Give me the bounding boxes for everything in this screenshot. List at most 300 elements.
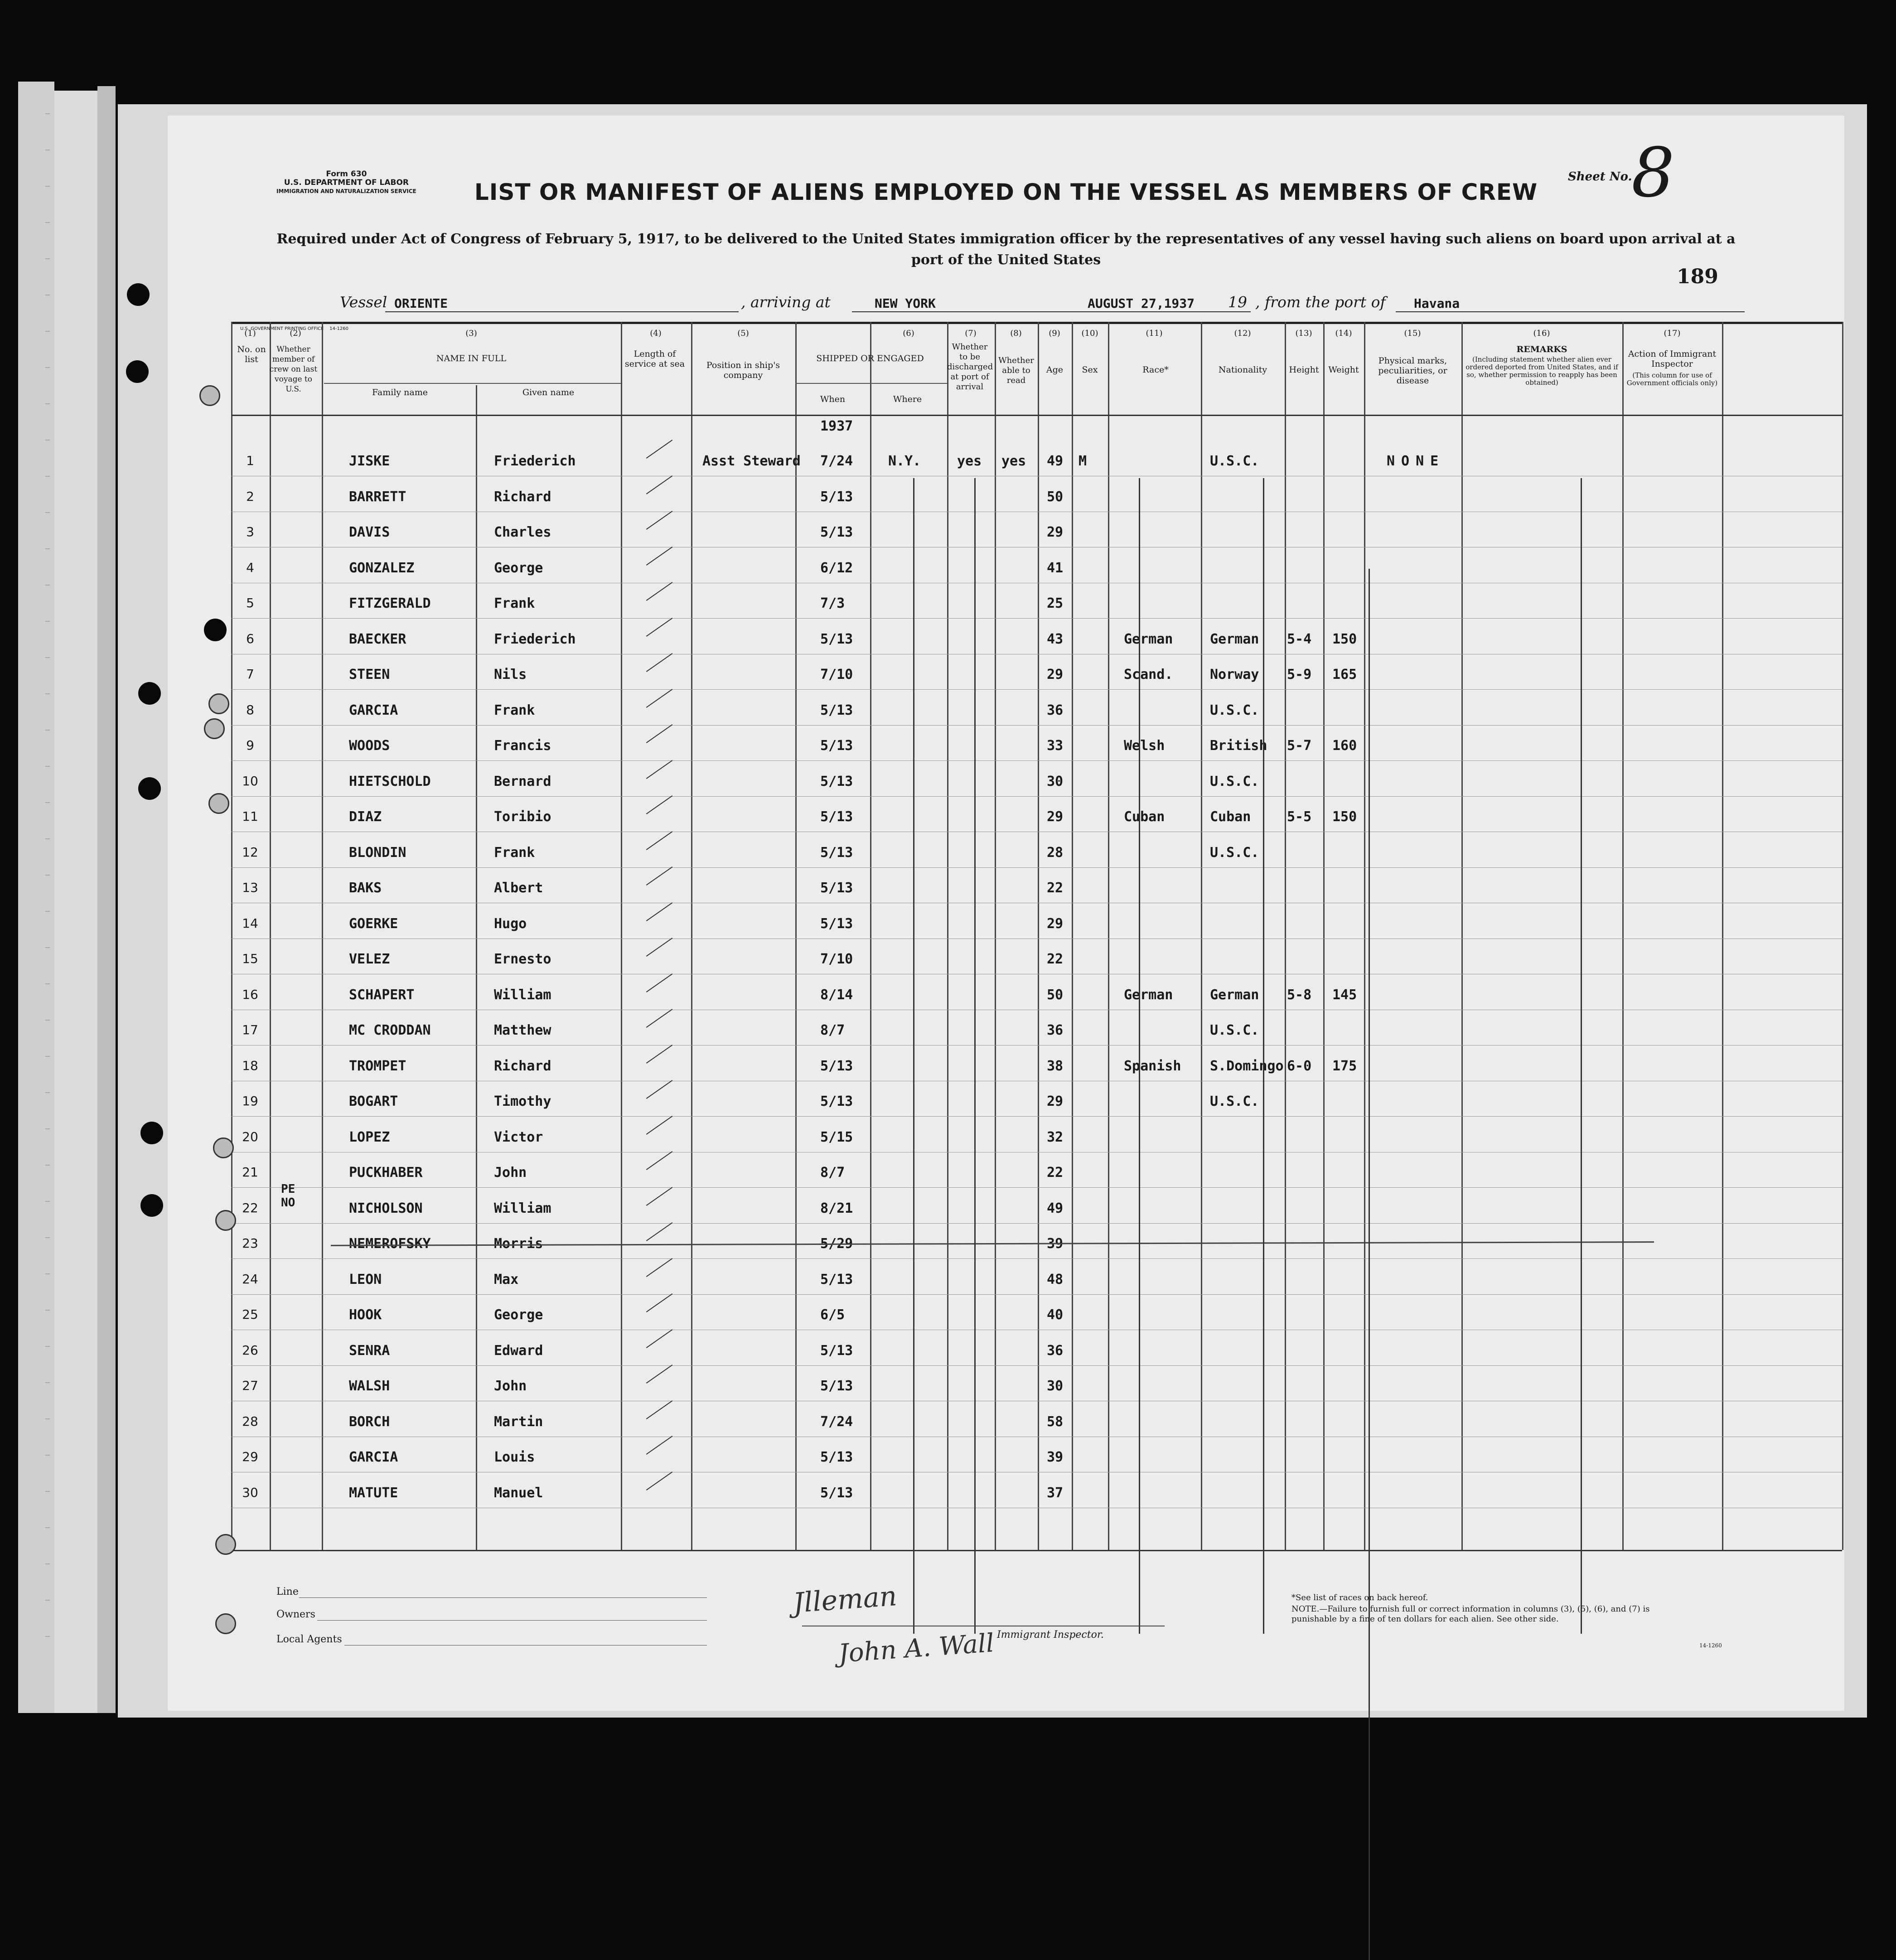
row-rule bbox=[231, 1365, 1842, 1366]
family-name-cell: LEON bbox=[349, 1272, 382, 1287]
punch-hole bbox=[204, 619, 227, 641]
row-number: 20 bbox=[242, 1129, 258, 1144]
header-age: Age bbox=[1046, 365, 1064, 375]
age-cell: 29 bbox=[1047, 916, 1064, 932]
age-cell: 49 bbox=[1047, 453, 1064, 469]
sex-cell: M bbox=[1079, 453, 1087, 469]
service-check-mark bbox=[646, 475, 672, 494]
column-number: (5) bbox=[737, 329, 749, 338]
family-name-cell: MC CRODDAN bbox=[349, 1022, 431, 1038]
row-rule bbox=[231, 1258, 1842, 1259]
age-cell: 38 bbox=[1047, 1058, 1064, 1074]
punch-hole bbox=[138, 682, 161, 705]
column-number: (11) bbox=[1146, 329, 1163, 338]
family-name-cell: SCHAPERT bbox=[349, 987, 415, 1003]
family-name-cell: HOOK bbox=[349, 1307, 382, 1323]
header-subrule bbox=[795, 383, 947, 384]
table-column-rule bbox=[476, 385, 477, 1550]
vessel-name: ORIENTE bbox=[394, 296, 448, 311]
line-label: Line bbox=[276, 1586, 299, 1597]
row-rule bbox=[231, 725, 1842, 726]
shipped-when-cell: 5/13 bbox=[820, 774, 853, 789]
shipped-when-cell: 5/13 bbox=[820, 738, 853, 754]
punch-hole bbox=[140, 1194, 163, 1217]
age-cell: 39 bbox=[1047, 1236, 1064, 1252]
age-cell: 25 bbox=[1047, 595, 1064, 611]
given-name-cell: Matthew bbox=[494, 1022, 551, 1038]
header-given-name: Given name bbox=[522, 387, 575, 397]
given-name-cell: Edward bbox=[494, 1343, 543, 1359]
discharged-cell: yes bbox=[957, 453, 982, 469]
family-name-cell: MATUTE bbox=[349, 1485, 398, 1501]
header-action-note: (This column for use of Government officials only) bbox=[1626, 371, 1718, 387]
row-number: 26 bbox=[242, 1343, 258, 1358]
service-check-mark bbox=[646, 1116, 672, 1135]
column-number: (12) bbox=[1234, 329, 1251, 338]
header-weight: Weight bbox=[1328, 365, 1359, 375]
column-number: (4) bbox=[650, 329, 662, 338]
service-check-mark bbox=[646, 1222, 672, 1241]
shipped-when-cell: 8/7 bbox=[820, 1022, 845, 1038]
service-check-mark bbox=[646, 973, 672, 992]
age-cell: 29 bbox=[1047, 809, 1064, 825]
age-cell: 48 bbox=[1047, 1272, 1064, 1287]
column-number: (14) bbox=[1335, 329, 1352, 338]
row-number: 19 bbox=[242, 1094, 258, 1108]
family-name-cell: BAECKER bbox=[349, 631, 406, 647]
given-name-cell: Albert bbox=[494, 880, 543, 896]
shipped-when-cell: 5/13 bbox=[820, 1449, 853, 1465]
shipped-when-cell: 5/13 bbox=[820, 845, 853, 861]
row-number: 14 bbox=[242, 916, 258, 931]
weight-cell: 175 bbox=[1332, 1058, 1357, 1074]
nationality-cell: U.S.C. bbox=[1210, 845, 1259, 861]
header-name-in-full: NAME IN FULL bbox=[436, 353, 507, 363]
nationality-cell: S.Domingo bbox=[1210, 1058, 1284, 1074]
family-name-cell: TROMPET bbox=[349, 1058, 406, 1074]
age-cell: 37 bbox=[1047, 1485, 1064, 1501]
column-number: (1) bbox=[244, 329, 256, 338]
service-check-mark bbox=[646, 1009, 672, 1028]
given-name-cell: Frank bbox=[494, 845, 535, 861]
arrival-date: AUGUST 27,1937 bbox=[1088, 296, 1195, 311]
shipped-when-cell: 6/5 bbox=[820, 1307, 845, 1323]
row-number: 8 bbox=[246, 702, 254, 717]
shipped-when-cell: 5/13 bbox=[820, 631, 853, 647]
header-nationality: Nationality bbox=[1218, 365, 1267, 375]
column-number: (13) bbox=[1295, 329, 1312, 338]
given-name-cell: William bbox=[494, 1200, 551, 1216]
row-number: 7 bbox=[246, 667, 254, 682]
age-cell: 30 bbox=[1047, 774, 1064, 789]
service-check-mark bbox=[646, 440, 672, 459]
inspector-signature: Jlleman bbox=[792, 1580, 898, 1619]
column-number: (6) bbox=[903, 329, 914, 338]
shipped-when-cell: 8/14 bbox=[820, 987, 853, 1003]
given-name-cell: Richard bbox=[494, 1058, 551, 1074]
service-check-mark bbox=[646, 1187, 672, 1206]
given-name-cell: Hugo bbox=[494, 916, 527, 932]
row-number: 18 bbox=[242, 1058, 258, 1073]
service-check-mark bbox=[646, 902, 672, 921]
departure-port: Havana bbox=[1414, 296, 1460, 311]
family-name-cell: NICHOLSON bbox=[349, 1200, 423, 1216]
punch-hole bbox=[208, 793, 229, 814]
weight-cell: 150 bbox=[1332, 809, 1357, 825]
page-number: 189 bbox=[1677, 265, 1718, 288]
page-subtitle: Required under Act of Congress of February 5, 1917, to be delivered to the United States immigration officer by the representatives of any vessel having such aliens on board upon arrival at a port of the United States bbox=[276, 231, 1736, 268]
age-cell: 33 bbox=[1047, 738, 1064, 754]
shipped-when-cell: 7/24 bbox=[820, 1414, 853, 1430]
punch-hole bbox=[215, 1613, 236, 1634]
column-number: (2) bbox=[290, 329, 301, 338]
header-where: Where bbox=[893, 394, 922, 404]
given-name-cell: Manuel bbox=[494, 1485, 543, 1501]
family-name-cell: HIETSCHOLD bbox=[349, 774, 431, 789]
row-number: 22 bbox=[242, 1200, 258, 1215]
given-name-cell: Victor bbox=[494, 1129, 543, 1145]
local-agents-label: Local Agents bbox=[276, 1634, 342, 1645]
height-cell: 5-9 bbox=[1287, 667, 1312, 682]
row-number: 11 bbox=[242, 809, 258, 824]
row-number: 30 bbox=[242, 1485, 258, 1500]
nationality-cell: German bbox=[1210, 631, 1259, 647]
nationality-cell: British bbox=[1210, 738, 1267, 754]
family-name-cell: GOERKE bbox=[349, 916, 398, 932]
age-cell: 32 bbox=[1047, 1129, 1064, 1145]
service-check-mark bbox=[646, 547, 672, 566]
service-check-mark bbox=[646, 724, 672, 743]
ditto-line bbox=[1139, 478, 1140, 1634]
owners-label: Owners bbox=[276, 1609, 315, 1620]
given-name-cell: Toribio bbox=[494, 809, 551, 825]
shipped-when-cell: 5/13 bbox=[820, 1343, 853, 1359]
row-rule bbox=[231, 618, 1842, 619]
row-rule bbox=[231, 1223, 1842, 1224]
shipped-where-cell: N.Y. bbox=[888, 453, 921, 469]
nationality-cell: German bbox=[1210, 987, 1259, 1003]
given-name-cell: Charles bbox=[494, 524, 551, 540]
age-cell: 36 bbox=[1047, 1022, 1064, 1038]
row-rule bbox=[231, 867, 1842, 868]
service-check-mark bbox=[646, 511, 672, 530]
shipped-when-cell: 5/13 bbox=[820, 1272, 853, 1287]
row-number: 28 bbox=[242, 1414, 258, 1429]
family-name-cell: FITZGERALD bbox=[349, 595, 431, 611]
shipped-when-cell: 5/13 bbox=[820, 1094, 853, 1109]
service-check-mark bbox=[646, 1258, 672, 1277]
age-cell: 29 bbox=[1047, 524, 1064, 540]
age-cell: 40 bbox=[1047, 1307, 1064, 1323]
printing-office-imprint: U.S. GOVERNMENT PRINTING OFFICE 14-1260 bbox=[240, 326, 348, 331]
given-name-cell: Ernesto bbox=[494, 951, 551, 967]
shipped-when-cell: 5/13 bbox=[820, 809, 853, 825]
nationality-cell: U.S.C. bbox=[1210, 1022, 1259, 1038]
family-name-cell: BOGART bbox=[349, 1094, 398, 1109]
family-name-cell: STEEN bbox=[349, 667, 390, 682]
shipped-when-cell: 8/7 bbox=[820, 1165, 845, 1181]
able-read-cell: yes bbox=[1001, 453, 1026, 469]
arrival-port: NEW YORK bbox=[875, 296, 936, 311]
nationality-cell: Norway bbox=[1210, 667, 1259, 682]
shipped-when-cell: 5/29 bbox=[820, 1236, 853, 1252]
column-number: (15) bbox=[1404, 329, 1421, 338]
shipped-when-cell: 5/13 bbox=[820, 524, 853, 540]
height-cell: 5-4 bbox=[1287, 631, 1312, 647]
column-number: (8) bbox=[1010, 329, 1022, 338]
shipped-when-cell: 7/24 bbox=[820, 453, 853, 469]
row-number: 6 bbox=[246, 631, 254, 646]
service-check-mark bbox=[646, 1293, 672, 1312]
row-number: 16 bbox=[242, 987, 258, 1002]
given-name-cell: Bernard bbox=[494, 774, 551, 789]
service-check-mark bbox=[646, 1151, 672, 1170]
family-name-cell: VELEZ bbox=[349, 951, 390, 967]
age-cell: 41 bbox=[1047, 560, 1064, 576]
age-cell: 39 bbox=[1047, 1449, 1064, 1465]
punch-hole bbox=[138, 777, 161, 800]
service-check-mark bbox=[646, 760, 672, 779]
previous-voyage-cell: PE NO bbox=[281, 1182, 295, 1210]
given-name-cell: Frank bbox=[494, 702, 535, 718]
shipped-when-cell: 5/13 bbox=[820, 1485, 853, 1501]
age-cell: 36 bbox=[1047, 702, 1064, 718]
given-name-cell: Timothy bbox=[494, 1094, 551, 1109]
race-cell: Spanish bbox=[1124, 1058, 1181, 1074]
family-name-cell: WOODS bbox=[349, 738, 390, 754]
age-cell: 30 bbox=[1047, 1378, 1064, 1394]
punch-hole bbox=[215, 1210, 236, 1231]
inspector-label: Immigrant Inspector. bbox=[997, 1629, 1104, 1641]
ditto-line bbox=[913, 478, 914, 1634]
page-title: LIST OR MANIFEST OF ALIENS EMPLOYED ON THE VESSEL AS MEMBERS OF CREW bbox=[474, 179, 1538, 205]
race-cell: German bbox=[1124, 631, 1173, 647]
shipped-when-cell: 5/13 bbox=[820, 489, 853, 505]
age-cell: 43 bbox=[1047, 631, 1064, 647]
age-cell: 22 bbox=[1047, 880, 1064, 896]
family-name-cell: GARCIA bbox=[349, 1449, 398, 1465]
year-prefix: 19 bbox=[1228, 293, 1247, 311]
service-check-mark bbox=[646, 1471, 672, 1491]
header-shipped-engaged: SHIPPED OR ENGAGED bbox=[816, 353, 924, 363]
binder-ruling bbox=[45, 113, 50, 1654]
binder-strip bbox=[54, 91, 97, 1713]
department-name: U.S. DEPARTMENT OF LABOR bbox=[284, 178, 409, 187]
row-number: 12 bbox=[242, 845, 258, 860]
header-physical-marks: Physical marks, peculiarities, or disease bbox=[1378, 356, 1447, 386]
nationality-cell: U.S.C. bbox=[1210, 453, 1259, 469]
row-number: 24 bbox=[242, 1272, 258, 1287]
row-number: 3 bbox=[246, 524, 254, 539]
race-cell: Scand. bbox=[1124, 667, 1173, 682]
shipped-when-cell: 7/10 bbox=[820, 667, 853, 682]
form-code: 14-1260 bbox=[1699, 1642, 1722, 1649]
row-rule bbox=[231, 796, 1842, 797]
weight-cell: 160 bbox=[1332, 738, 1357, 754]
row-number: 21 bbox=[242, 1165, 258, 1180]
service-check-mark bbox=[646, 866, 672, 886]
row-number: 5 bbox=[246, 595, 254, 610]
header-discharged: Whether to be discharged at port of arrival bbox=[947, 342, 993, 392]
row-number: 9 bbox=[246, 738, 254, 753]
punch-hole bbox=[199, 385, 220, 406]
given-name-cell: Frank bbox=[494, 595, 535, 611]
height-cell: 6-0 bbox=[1287, 1058, 1312, 1074]
row-number: 1 bbox=[246, 453, 254, 468]
age-cell: 50 bbox=[1047, 987, 1064, 1003]
given-name-cell: Francis bbox=[494, 738, 551, 754]
age-cell: 36 bbox=[1047, 1343, 1064, 1359]
given-name-cell: Martin bbox=[494, 1414, 543, 1430]
service-check-mark bbox=[646, 1329, 672, 1348]
column-number: (3) bbox=[465, 329, 477, 338]
service-check-mark bbox=[646, 582, 672, 601]
sheet-label: Sheet No. bbox=[1568, 170, 1632, 184]
family-name-cell: BORCH bbox=[349, 1414, 390, 1430]
shipped-when-cell: 6/12 bbox=[820, 560, 853, 576]
given-name-cell: Nils bbox=[494, 667, 527, 682]
service-check-mark bbox=[646, 653, 672, 672]
form-number: Form 630 bbox=[326, 169, 367, 179]
races-note: *See list of races on back hereof. bbox=[1291, 1593, 1428, 1602]
family-name-cell: GONZALEZ bbox=[349, 560, 415, 576]
year-header: 1937 bbox=[820, 418, 853, 434]
header-race: Race* bbox=[1142, 365, 1169, 375]
header-length-service: Length of service at sea bbox=[624, 349, 685, 369]
age-cell: 49 bbox=[1047, 1200, 1064, 1216]
punch-hole bbox=[204, 718, 225, 739]
penalty-note: NOTE.—Failure to furnish full or correct information in columns (3), (5), (6), and (7) is punishable by a fine of ten dollars for each alien. See other side. bbox=[1291, 1604, 1650, 1624]
age-cell: 29 bbox=[1047, 1094, 1064, 1109]
family-name-cell: GARCIA bbox=[349, 702, 398, 718]
age-cell: 22 bbox=[1047, 951, 1064, 967]
shipped-when-cell: 8/21 bbox=[820, 1200, 853, 1216]
row-number: 13 bbox=[242, 880, 258, 895]
race-cell: Welsh bbox=[1124, 738, 1165, 754]
given-name-cell: Friederich bbox=[494, 453, 576, 469]
header-previous-voyage: Whether member of crew on last voyage to U.S. bbox=[269, 345, 318, 394]
header-when: When bbox=[820, 394, 846, 404]
family-name-cell: DIAZ bbox=[349, 809, 382, 825]
sheet-number: 8 bbox=[1631, 134, 1675, 213]
row-number: 23 bbox=[242, 1236, 258, 1251]
column-number: (7) bbox=[965, 329, 977, 338]
row-number: 29 bbox=[242, 1449, 258, 1464]
header-position: Position in ship's company bbox=[706, 360, 780, 380]
age-cell: 22 bbox=[1047, 1165, 1064, 1181]
row-rule bbox=[231, 1294, 1842, 1295]
family-name-cell: BARRETT bbox=[349, 489, 406, 505]
age-cell: 29 bbox=[1047, 667, 1064, 682]
punch-hole bbox=[127, 283, 150, 306]
header-height: Height bbox=[1289, 365, 1319, 375]
weight-cell: 150 bbox=[1332, 631, 1357, 647]
given-name-cell: Morris bbox=[494, 1236, 543, 1252]
ditto-line bbox=[974, 478, 976, 1634]
height-cell: 5-8 bbox=[1287, 987, 1312, 1003]
family-name-cell: WALSH bbox=[349, 1378, 390, 1394]
header-sex: Sex bbox=[1082, 365, 1098, 375]
given-name-cell: John bbox=[494, 1378, 527, 1394]
service-check-mark bbox=[646, 689, 672, 708]
shipped-when-cell: 5/13 bbox=[820, 1058, 853, 1074]
row-rule bbox=[231, 1116, 1842, 1117]
row-rule bbox=[231, 689, 1842, 690]
punch-hole bbox=[126, 360, 149, 383]
service-check-mark bbox=[646, 831, 672, 850]
row-number: 15 bbox=[242, 951, 258, 966]
vessel-label: Vessel bbox=[340, 293, 387, 311]
column-number: (17) bbox=[1664, 329, 1681, 338]
family-name-cell: BLONDIN bbox=[349, 845, 406, 861]
family-name-cell: NEMEROFSKY bbox=[349, 1236, 431, 1252]
header-bottom-rule bbox=[231, 415, 1842, 416]
manifest-page bbox=[118, 104, 1867, 1718]
family-name-cell: JISKE bbox=[349, 453, 390, 469]
service-check-mark bbox=[646, 795, 672, 814]
ditto-line bbox=[1369, 963, 1370, 1960]
height-cell: 5-7 bbox=[1287, 738, 1312, 754]
table-column-rule bbox=[1842, 322, 1843, 1550]
second-signature: John A. Wall bbox=[837, 1628, 995, 1669]
service-check-mark bbox=[646, 1365, 672, 1384]
service-check-mark bbox=[646, 1080, 672, 1099]
family-name-cell: SENRA bbox=[349, 1343, 390, 1359]
weight-cell: 145 bbox=[1332, 987, 1357, 1003]
given-name-cell: Richard bbox=[494, 489, 551, 505]
family-name-cell: LOPEZ bbox=[349, 1129, 390, 1145]
header-family-name: Family name bbox=[372, 387, 428, 397]
punch-hole bbox=[208, 693, 229, 714]
shipped-when-cell: 5/15 bbox=[820, 1129, 853, 1145]
age-cell: 58 bbox=[1047, 1414, 1064, 1430]
shipped-when-cell: 7/3 bbox=[820, 595, 845, 611]
punch-hole bbox=[215, 1534, 236, 1555]
given-name-cell: Louis bbox=[494, 1449, 535, 1465]
column-number: (16) bbox=[1533, 329, 1550, 338]
header-action: Action of Immigrant Inspector bbox=[1628, 349, 1717, 369]
column-number: (9) bbox=[1049, 329, 1060, 338]
shipped-when-cell: 5/13 bbox=[820, 916, 853, 932]
row-number: 10 bbox=[242, 774, 258, 789]
given-name-cell: Max bbox=[494, 1272, 519, 1287]
shipped-when-cell: 5/13 bbox=[820, 880, 853, 896]
row-number: 25 bbox=[242, 1307, 258, 1322]
shipped-when-cell: 5/13 bbox=[820, 1378, 853, 1394]
service-check-mark bbox=[646, 1436, 672, 1455]
header-subrule bbox=[324, 383, 621, 384]
service-check-mark bbox=[646, 938, 672, 957]
row-rule bbox=[231, 1187, 1842, 1188]
punch-hole bbox=[140, 1122, 163, 1144]
row-number: 4 bbox=[246, 560, 254, 575]
row-number: 17 bbox=[242, 1022, 258, 1037]
table-top-rule bbox=[231, 322, 1842, 324]
service-check-mark bbox=[646, 1045, 672, 1064]
age-cell: 50 bbox=[1047, 489, 1064, 505]
header-able-read: Whether able to read bbox=[998, 356, 1034, 385]
position-cell: Asst Steward bbox=[702, 453, 801, 469]
nationality-cell: Cuban bbox=[1210, 809, 1251, 825]
row-rule bbox=[231, 760, 1842, 761]
ditto-line bbox=[1581, 478, 1582, 1634]
shipped-when-cell: 7/10 bbox=[820, 951, 853, 967]
row-number: 27 bbox=[242, 1378, 258, 1393]
family-name-cell: BAKS bbox=[349, 880, 382, 896]
header-remarks-note: (Including statement whether alien ever ordered deported from United States, and if so, whether permission to reapply has been obtained) bbox=[1466, 355, 1618, 387]
given-name-cell: George bbox=[494, 560, 543, 576]
service-check-mark bbox=[646, 1400, 672, 1419]
